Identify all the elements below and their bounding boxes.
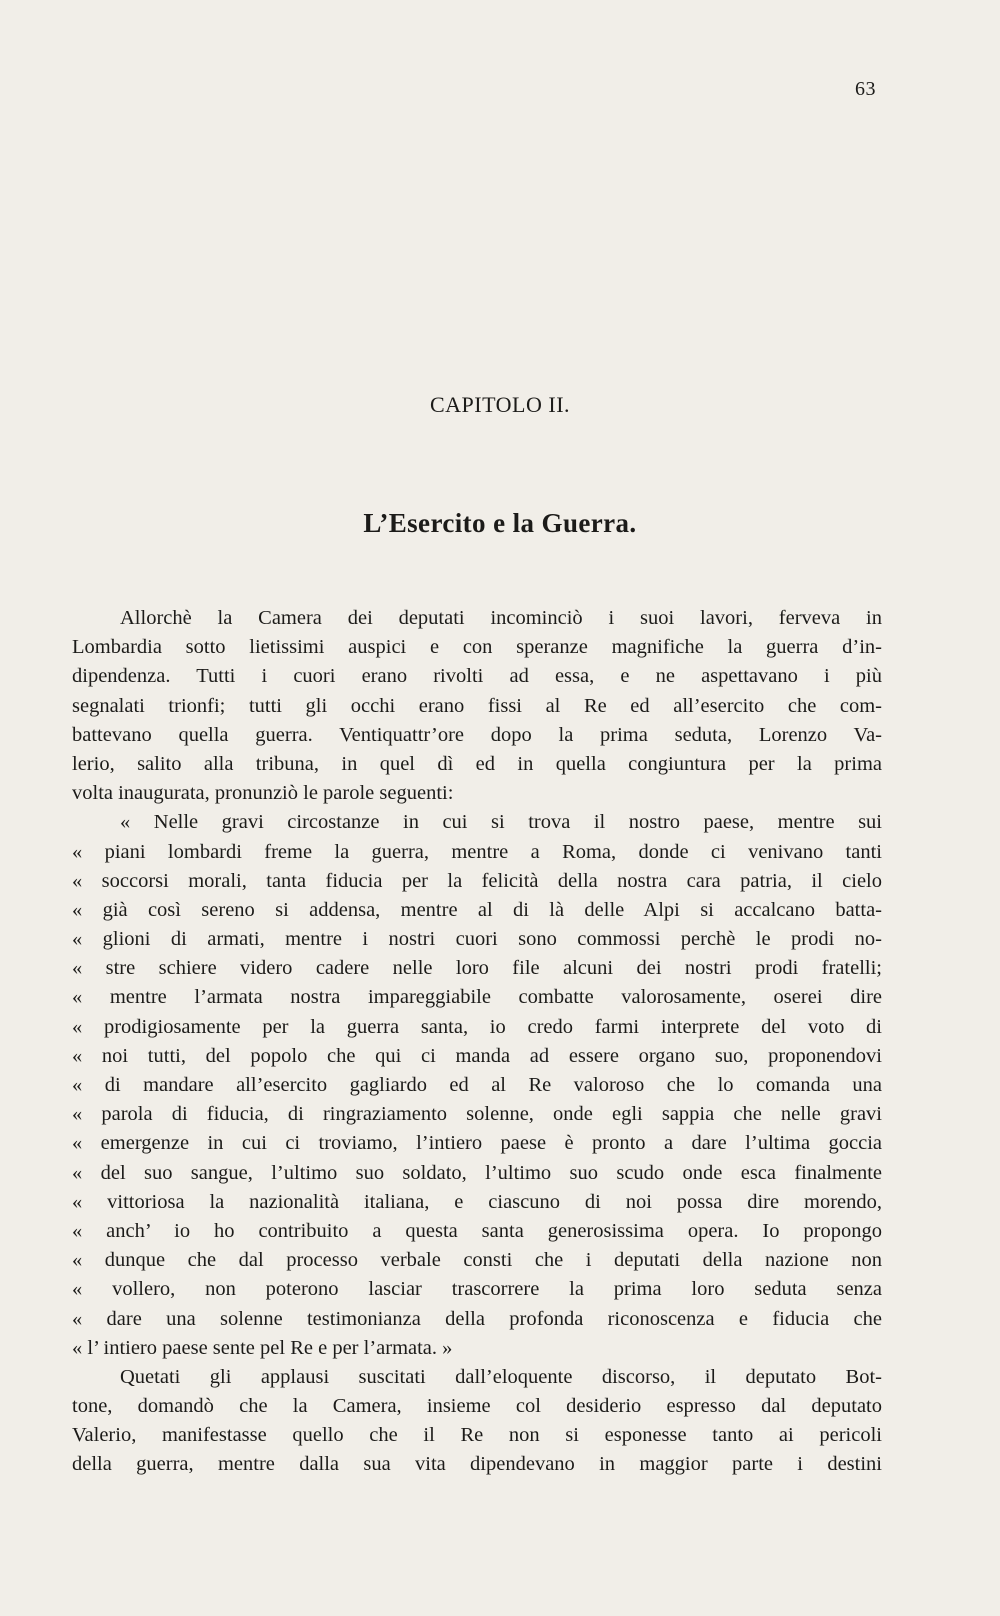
quote-line: « dare una solenne testimonianza della profonda riconoscenza e fiducia che xyxy=(72,1307,882,1330)
quote-line: « emergenze in cui ci troviamo, l’intiero paese è pronto a dare l’ultima goccia xyxy=(72,1132,882,1155)
quote-line: « già così sereno si addensa, mentre al di là delle Alpi si accalcano batta- xyxy=(72,898,882,921)
quote-line: « vittoriosa la nazionalità italiana, e ciascuno di noi possa dire morendo, xyxy=(72,1190,882,1213)
text-line: Allorchè la Camera dei deputati incominciò i suoi lavori, ferveva in xyxy=(120,607,882,629)
text-line: Lombardia sotto lietissimi auspici e con speranze magnifiche la guerra d’in- xyxy=(72,636,882,659)
quote-line: « prodigiosamente per la guerra santa, io credo farmi interprete del voto di xyxy=(72,1015,882,1038)
text-line: battevano quella guerra. Ventiquattr’ore dopo la prima seduta, Lorenzo Va- xyxy=(72,723,882,746)
quote-line: « vollero, non poterono lasciar trascorrere la prima loro seduta senza xyxy=(72,1278,882,1301)
quote-line: « l’ intiero paese sente pel Re e per l’armata. » xyxy=(72,1336,453,1359)
quote-line: « Nelle gravi circostanze in cui si trova il nostro paese, mentre sui xyxy=(120,811,882,834)
text-line: dipendenza. Tutti i cuori erano rivolti ad essa, e ne aspettavano i più xyxy=(72,665,882,688)
quote-line: « anch’ io ho contribuito a questa santa generosissima opera. Io propongo xyxy=(72,1219,882,1242)
text-line: tone, domandò che la Camera, insieme col desiderio espresso dal deputato xyxy=(72,1395,882,1418)
text-line: segnalati trionfi; tutti gli occhi erano fissi al Re ed all’esercito che com- xyxy=(72,694,882,717)
quote-line: « del suo sangue, l’ultimo suo soldato, l’ultimo suo scudo onde esca finalmente xyxy=(72,1161,882,1184)
quote-line: « parola di fiducia, di ringraziamento solenne, onde egli sappia che nelle gravi xyxy=(72,1103,882,1126)
quote-line: « piani lombardi freme la guerra, mentre a Roma, donde ci venivano tanti xyxy=(72,840,882,863)
quote-line: « noi tutti, del popolo che qui ci manda ad essere organo suo, proponendovi xyxy=(72,1044,882,1067)
page-number: 63 xyxy=(855,78,876,100)
chapter-title: L’Esercito e la Guerra. xyxy=(363,508,637,538)
text-line: Quetati gli applausi suscitati dall’eloquente discorso, il deputato Bot- xyxy=(120,1365,882,1388)
quote-line: « stre schiere videro cadere nelle loro file alcuni dei nostri prodi fratelli; xyxy=(72,957,882,980)
text-line: volta inaugurata, pronunziò le parole seguenti: xyxy=(72,782,454,805)
body-text xyxy=(72,604,882,1480)
quote-line: « glioni di armati, mentre i nostri cuori sono commossi perchè le prodi no- xyxy=(72,928,882,951)
chapter-label: CAPITOLO II. xyxy=(429,392,571,417)
quote-line: « soccorsi morali, tanta fiducia per la felicità della nostra cara patria, il cielo xyxy=(72,869,882,892)
text-line: della guerra, mentre dalla sua vita dipendevano in maggior parte i destini xyxy=(72,1453,882,1476)
text-line: Valerio, manifestasse quello che il Re non si esponesse tanto ai pericoli xyxy=(72,1424,882,1447)
quote-line: « di mandare all’esercito gagliardo ed al Re valoroso che lo comanda una xyxy=(72,1074,882,1096)
text-line: lerio, salito alla tribuna, in quel dì ed in quella congiuntura per la prima xyxy=(72,752,882,775)
quote-line: « dunque che dal processo verbale consti che i deputati della nazione non xyxy=(72,1249,882,1272)
quote-line: « mentre l’armata nostra impareggiabile combatte valorosamente, oserei dire xyxy=(72,986,882,1009)
